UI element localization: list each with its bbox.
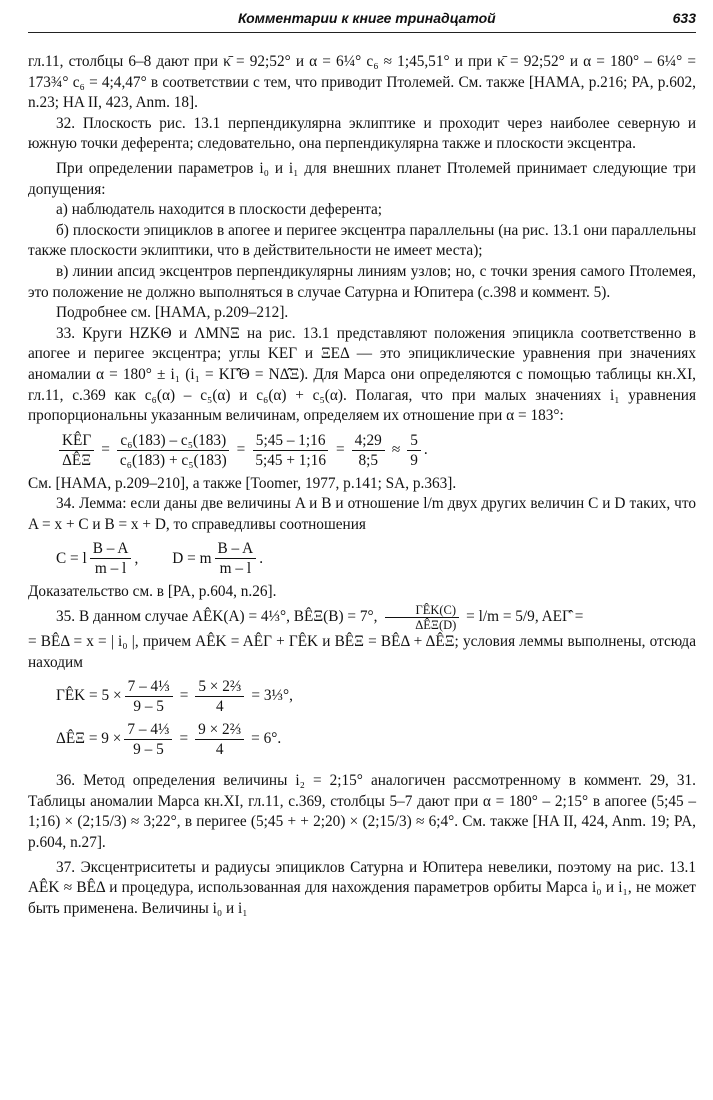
fraction-result: $\frac{5}{9}$	[407, 431, 421, 470]
page-body	[28, 52, 696, 919]
header-title: Комментарии к книге тринадцатой	[238, 10, 496, 26]
comment-32: 32. Плоскость рис. 13.1 перпендикулярна эклиптике и проходит через наиболее северную и южную точки деферента; следовательно, она перпендикулярна также и плоскости эксцентра.	[28, 114, 696, 153]
running-header	[28, 8, 696, 28]
comment-34: 34. Лемма: если даны две величины A и B и отношение l/m двух других величин C и D таких, что A = x + C и B = x + D, то справедливы соотношения	[28, 495, 696, 533]
fraction-values: $\frac{5;45 - 1;16}{5;45 + 1;16}$	[252, 431, 329, 470]
comment-33: 33. Круги HZKΘ и ΛMNΞ на рис. 13.1 представляют положения эпицикла соответственно в апогее и перигее эксцентра; углы KEΓ и ΞEΔ — это эпициклические уравнения при значениях аномалии α = 180° ± i₁ (i₁ = KΓ̂Θ = NΔ̂Ξ). Для Марса они определяются с помощью таблицы кн.XI, гл.11, с.369 как c₆(α) – c₅(α) и c₆(α) + c₅(α). Полагая, что при малых значениях i₁ уравнения пропорциональны указанным величинам, определяем их отношение при α = 183°:	[28, 324, 696, 425]
fraction-lhs: $\frac{\text{KÊΓ}}{\text{ΔÊΞ}}$	[59, 431, 94, 470]
assumption-c: в) линии апсид эксцентров перпендикулярны линиям узлов; но, с точки зрения самого Птолемея, это положение не должно выполняться в случае Сатурна и Юпитера (с.398 и коммент. 5).	[28, 262, 696, 301]
lemma-fraction-c: $\frac{B - A}{m - l}$	[90, 539, 132, 578]
book-page	[28, 0, 696, 1100]
dex-formula: ΔÊΞ = 9 × $\frac{\text{7 – 4⅓}}{9 - 5}$ = $\frac{\text{9 × 2⅔}}{4}$ = 6°.	[56, 721, 282, 759]
comment-35: 35. В данном случае AÊK(A) = 4⅓°, BÊΞ(B) = 7°, $\frac{\text{ΓÊK(C)}}{\text{ΔÊΞ(D)}}$ = l/m = 5/9, AEΓ̂ =	[56, 603, 584, 633]
header-rule	[28, 32, 696, 33]
lemma-fraction-d: $\frac{B - A}{m - l}$	[215, 539, 257, 578]
ratio-formula: $\frac{\text{KÊΓ}}{\text{ΔÊΞ}}$ = $\frac{\text{c₆(183) – c₅(183)}}{\text{c₆(183) + c₅(183)}}$ = $\frac{5;45 - 1;16}{5;45 + 1;16}$ = $\frac{4;29}{8;5}$ ≈ $\frac{5}{9}$ .	[56, 431, 696, 470]
assumption-b: б) плоскости эпициклов в апогее и перигее эксцентра параллельны (на рис. 13.1 они параллельны также плоскости эклиптики, что в действительности не имеет места);	[28, 221, 696, 260]
reference-line: См. [HAMA, p.209–210], а также [Toomer, 1977, p.141; SA, p.363].	[28, 474, 457, 492]
details-reference: Подробнее см. [HAMA, p.209–212].	[56, 304, 289, 322]
lemma-formula: C = l $\frac{B - A}{m - l}$ , D = m $\frac{B - A}{m - l}$ .	[56, 540, 264, 578]
comment-37: 37. Эксцентриситеты и радиусы эпициклов Сатурна и Юпитера невелики, поэтому на рис. 13.1 AÊK ≈ BÊΔ и процедура, использованная для нахождения параметров орбиты Марса i₀ и i₁, не может быть применена. Величины i₀ и i₁	[28, 858, 696, 917]
paragraph-continued: гл.11, столбцы 6–8 дают при κ̄ = 92;52° и α = 6¼° c₆ ≈ 1;45,51° и при κ̄ = 92;52° и α = 180° – 6¼° = 173¾° c₆ = 4;4,47° в соответствии с тем, что приводит Птолемей. См. также [HAMA, p.216; PA, p.602, n.23; HA II, 423, Anm. 18].	[28, 53, 696, 112]
comment-36: 36. Метод определения величины i₂ = 2;15° аналогичен рассмотренному в коммент. 29, 31. Таблицы аномалии Марса кн.XI, гл.11, с.369, столбцы 5–7 дают при α = 180° – 2;15° в апогее (5;45 – 1;16) × (2;15/3) ≈ 3;22°, в перигее (5;45 + + 2;20) × (2;15/3) ≈ 6;4°. См. также [HA II, 424, Anm. 19; PA, p.604, n.27].	[28, 772, 696, 852]
page-number: 633	[672, 10, 696, 26]
angle-ratio-fraction: $\frac{\text{ΓÊK(C)}}{\text{ΔÊΞ(D)}}$	[384, 603, 459, 632]
assumption-a: а) наблюдатель находится в плоскости деферента;	[56, 201, 383, 219]
proof-reference: Доказательство см. в [PA, p.604, n.26].	[28, 583, 277, 601]
gek-formula: ΓÊK = 5 × $\frac{\text{7 – 4⅓}}{9 - 5}$ = $\frac{\text{5 × 2⅔}}{4}$ = 3⅓°,	[56, 678, 293, 716]
fraction-sum: $\frac{4;29}{8;5}$	[352, 431, 385, 470]
comment-35-continued: = BÊΔ = x = | i₀ |, причем AÊK = AÊΓ + ΓÊK и BÊΞ = BÊΔ + ΔÊΞ; условия леммы выполнены, отсюда находим	[28, 633, 696, 671]
assumptions-intro: При определении параметров i₀ и i₁ для внешних планет Птолемей принимает следующие три допущения:	[28, 159, 696, 198]
fraction-equations: $\frac{\text{c₆(183) – c₅(183)}}{\text{c₆(183) + c₅(183)}}$	[117, 431, 230, 470]
